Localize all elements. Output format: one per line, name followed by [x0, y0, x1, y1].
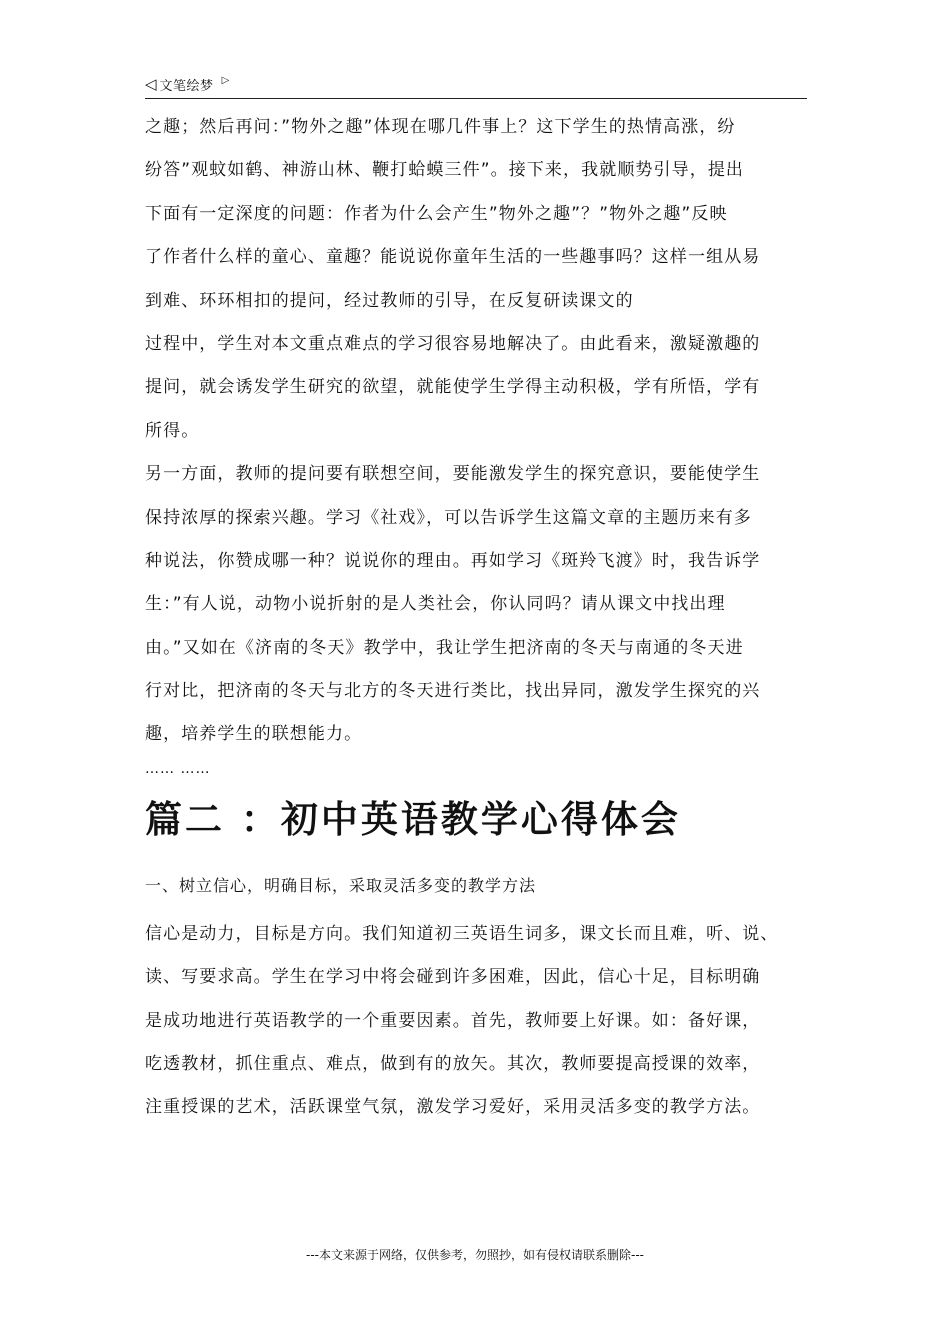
text-line: 是成功地进行英语教学的一个重要因素。首先，教师要上好课。如：备好课，	[145, 1010, 761, 1031]
left-triangle-icon: ◁	[145, 74, 157, 93]
text-line: 了作者什么样的童心、童趣？能说说你童年生活的一些趣事吗？这样一组从易	[145, 247, 761, 268]
text-line: 之趣；然后再问：”物外之趣”体现在哪几件事上？这下学生的热情高涨，纷	[145, 117, 736, 137]
text-line: 提问，就会诱发学生研究的欲望，就能使学生学得主动积极，学有所悟，学有	[145, 377, 761, 398]
right-triangle-icon: ▷	[221, 74, 230, 86]
text-line: 保持浓厚的探索兴趣。学习《社戏》，可以告诉学生这篇文章的主题历来有多	[145, 507, 752, 528]
text-line: 趣，培养学生的联想能力。	[145, 724, 363, 745]
text-line: 行对比，把济南的冬天与北方的冬天进行类比，找出异同，激发学生探究的兴	[145, 681, 761, 702]
text-line: 到难、环环相扣的提问，经过教师的引导，在反复研读课文的	[145, 290, 634, 311]
paragraph-block-2	[145, 913, 815, 1130]
sub-heading: 一、树立信心，明确目标，采取灵活多变的教学方法	[145, 875, 537, 895]
ellipsis-separator: …… ……	[145, 760, 211, 777]
text-line: 过程中，学生对本文重点难点的学习很容易地解决了。由此看来，激疑激趣的	[145, 333, 761, 354]
page-footer-notice: ---本文来源于网络，仅供参考，勿照抄，如有侵权请联系删除---	[306, 1248, 644, 1262]
text-line: 所得。	[145, 420, 200, 441]
section-title: 篇二 ：初中英语教学心得体会	[145, 796, 681, 841]
text-line: 由。”又如在《济南的冬天》教学中，我让学生把济南的冬天与南通的冬天进	[145, 637, 744, 658]
text-line: 吃透教材，抓住重点、难点，做到有的放矢。其次，教师要提高授课的效率，	[145, 1054, 761, 1075]
text-line: 读、写要求高。学生在学习中将会碰到许多困难，因此，信心十足，目标明确	[145, 967, 761, 988]
text-line: 另一方面，教师的提问要有联想空间，要能激发学生的探究意识，要能使学生	[145, 464, 761, 485]
header-brand: 文笔绘梦	[159, 78, 214, 94]
document-body	[145, 106, 815, 1130]
text-line: 下面有一定深度的问题：作者为什么会产生”物外之趣”？”物外之趣”反映	[145, 203, 728, 224]
text-line: 生：”有人说，动物小说折射的是人类社会，你认同吗？请从课文中找出理	[145, 594, 726, 615]
text-line: 纷答”观蚊如鹤、神游山林、鞭打蛤蟆三件”。接下来，我就顺势引导，提出	[145, 160, 745, 181]
text-line: 种说法，你赞成哪一种？说说你的理由。再如学习《斑羚飞渡》时，我告诉学	[145, 550, 761, 571]
text-line: 信心是动力，目标是方向。我们知道初三英语生词多，课文长而且难，听、说、	[145, 923, 779, 944]
page-header	[145, 74, 807, 99]
paragraph-block-1	[145, 106, 815, 757]
text-line: 注重授课的艺术，活跃课堂气氛，激发学习爱好，采用灵活多变的教学方法。	[145, 1097, 761, 1118]
